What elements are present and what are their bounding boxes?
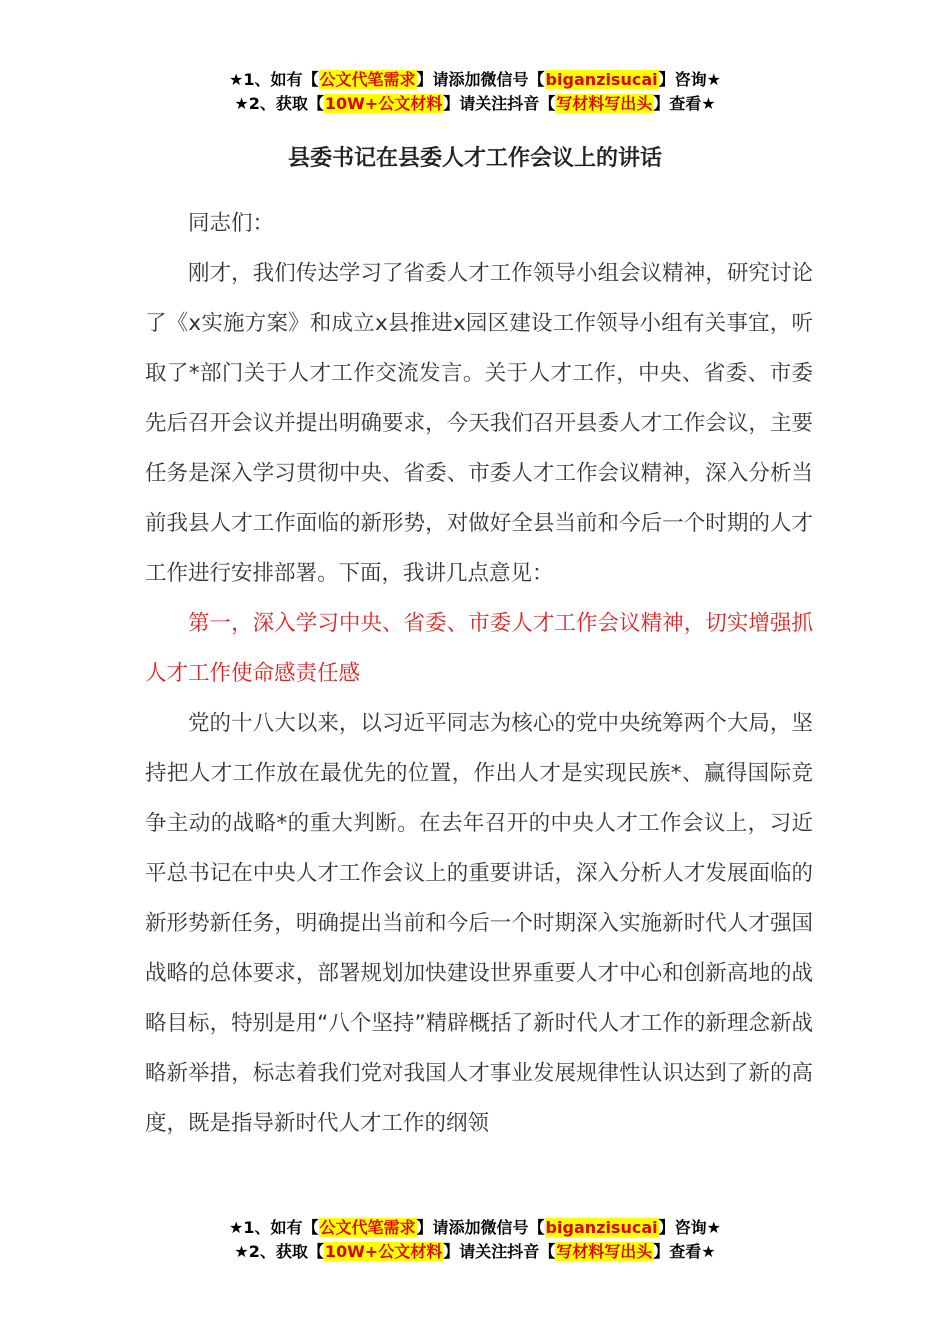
document-body [145,199,813,1149]
promo-line-1 [0,68,950,92]
highlight-douyin-account: 写材料写出头 [556,1242,653,1261]
promo-text: 】请关注抖音【 [443,94,556,113]
promo-text: ★2、获取【 [234,1242,324,1261]
promo-text: ★2、获取【 [234,94,324,113]
highlight-materials: 10W+公文材料 [324,94,443,113]
body-paragraph: 党的十八大以来，以习近平同志为核心的党中央统筹两个大局，坚持把人才工作放在最优先的位置，作出人才是实现民族*、赢得国际竞争主动的战略*的重大判断。在去年召开的中央人才工作会议上，习近平总书记在中央人才工作会议上的重要讲话，深入分析人才发展面临的新形势新任务，明确提出当前和今后一个时期深入实施新时代人才强国战略的总体要求，部署规划加快建设世界重要人才中心和创新高地的战略目标，特别是用“八个坚持”精辟概括了新时代人才工作的新理念新战略新举措，标志着我们党对我国人才事业发展规律性认识达到了新的高度，既是指导新时代人才工作的纲领 [145,711,813,1136]
promo-banner-bottom [0,1216,950,1264]
highlight-materials: 10W+公文材料 [324,1242,443,1261]
promo-text: 】请关注抖音【 [443,1242,556,1261]
promo-text: 】请添加微信号【 [416,1218,545,1237]
promo-text: 】查看★ [653,94,716,113]
promo-banner-top [0,68,950,116]
promo-text: ★1、如有【 [229,1218,319,1237]
promo-text: 】查看★ [653,1242,716,1261]
highlight-wechat-id: biganzisucai [545,70,658,89]
highlight-service: 公文代笔需求 [319,1218,416,1237]
promo-line-2 [0,92,950,116]
highlight-douyin-account: 写材料写出头 [556,94,653,113]
promo-text: 】咨询★ [658,70,721,89]
promo-line-1 [0,1216,950,1240]
promo-text: 】咨询★ [658,1218,721,1237]
highlight-wechat-id: biganzisucai [545,1218,658,1237]
promo-text: ★1、如有【 [229,70,319,89]
promo-line-2 [0,1240,950,1264]
section-heading: 第一，深入学习中央、省委、市委人才工作会议精神，切实增强抓人才工作使命感责任感 [145,611,813,686]
greeting: 同志们： [188,211,275,236]
body-paragraph: 刚才，我们传达学习了省委人才工作领导小组会议精神，研究讨论了《x实施方案》和成立x县推进x园区建设工作领导小组有关事宜，听取了*部门关于人才工作交流发言。关于人才工作，中央、省委、市委先后召开会议并提出明确要求，今天我们召开县委人才工作会议，主要任务是深入学习贯彻中央、省委、市委人才工作会议精神，深入分析当前我县人才工作面临的新形势，对做好全县当前和今后一个时期的人才工作进行安排部署。下面，我讲几点意见： [145,261,813,586]
document-title: 县委书记在县委人才工作会议上的讲话 [287,146,662,171]
highlight-service: 公文代笔需求 [319,70,416,89]
promo-text: 】请添加微信号【 [416,70,545,89]
